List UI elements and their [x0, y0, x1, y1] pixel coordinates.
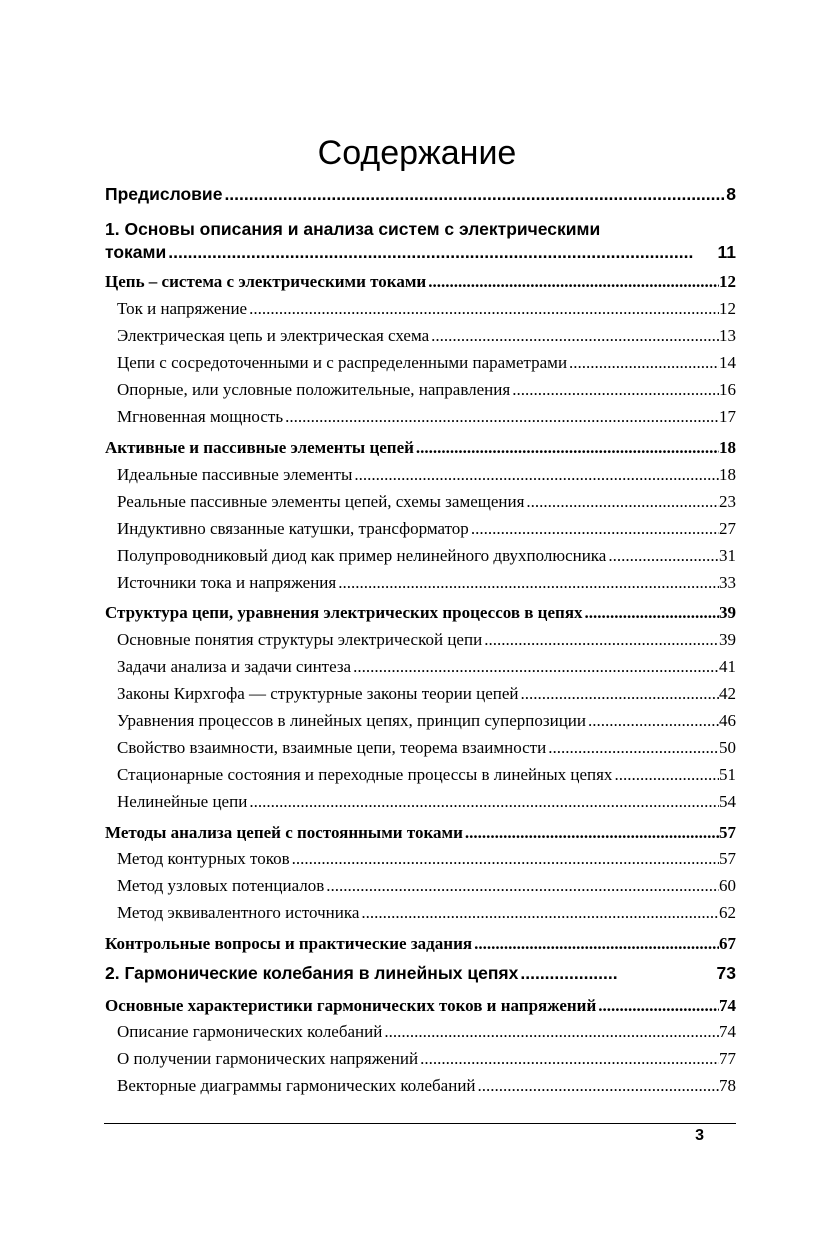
- dot-leader: [290, 849, 719, 869]
- toc-section: [105, 603, 736, 623]
- toc-page-number: 12: [719, 299, 736, 318]
- toc-entry-text: Идеальные пассивные элементы: [117, 465, 353, 484]
- toc-entry-text: Индуктивно связанные катушки, трансформатор: [117, 519, 469, 538]
- toc-page-number: 18: [719, 438, 736, 457]
- toc-page-number: 77: [719, 1049, 736, 1068]
- dot-leader: [336, 573, 719, 593]
- toc-entry-text: Реальные пассивные элементы цепей, схемы замещения: [117, 492, 525, 511]
- dot-leader: [472, 934, 719, 954]
- toc-entry-text: Электрическая цепь и электрическая схема: [117, 326, 430, 345]
- footer-rule: [104, 1123, 736, 1124]
- toc-subsection: [117, 792, 736, 812]
- page-number: 3: [695, 1127, 704, 1144]
- toc-entry-text: Свойство взаимности, взаимные цепи, теорема взаимности: [117, 738, 547, 757]
- toc-subsection: [117, 903, 736, 923]
- dot-leader: [583, 603, 719, 623]
- toc-entry-text: Основные характеристики гармонических токов и напряжений: [105, 996, 597, 1015]
- toc-section: [105, 996, 736, 1016]
- dot-leader: [519, 684, 719, 704]
- toc-entry-text: Ток и напряжение: [117, 299, 248, 318]
- toc-page-number: 54: [719, 792, 736, 811]
- toc-subsection: [117, 1022, 736, 1042]
- dot-leader: [586, 711, 719, 731]
- toc-page-number: 14: [719, 353, 736, 372]
- dot-leader: [247, 792, 719, 812]
- toc-entry-text: 2. Гармонические колебания в линейных цепях: [105, 963, 519, 983]
- toc-page-number: 74: [719, 1022, 736, 1041]
- toc-subsection: [117, 630, 736, 650]
- toc-page-number: 62: [719, 903, 736, 922]
- toc-subsection: [117, 1076, 736, 1096]
- toc-section: [105, 272, 736, 292]
- dot-leader: [247, 299, 719, 319]
- toc-section: [105, 438, 736, 458]
- dot-leader: [166, 242, 693, 263]
- dot-leader: [352, 465, 719, 485]
- dot-leader: [359, 903, 719, 923]
- toc-page-number: 67: [719, 934, 736, 953]
- chapter-1-title-line-1: 1. Основы описания и анализа систем с электрическими: [105, 219, 601, 239]
- toc-entry-text: Метод узловых потенциалов: [117, 876, 325, 895]
- toc-page-number: 13: [719, 326, 736, 345]
- toc-entry-text: Цепь – система с электрическими токами: [105, 272, 427, 291]
- toc-page-number: 41: [719, 657, 736, 676]
- toc-page-number: 31: [719, 546, 736, 565]
- toc-entry-chapter-2: [105, 963, 736, 984]
- toc-entry-text: О получении гармонических напряжений: [117, 1049, 419, 1068]
- toc-entry-text: Полупроводниковый диод как пример нелинейного двухполюсника: [117, 546, 607, 565]
- toc-page-number: 57: [719, 823, 736, 842]
- toc-subsection: [117, 326, 736, 346]
- dot-leader: [222, 184, 726, 205]
- dot-leader: [606, 546, 719, 566]
- dot-leader: [429, 326, 719, 346]
- toc-entry-text: Векторные диаграммы гармонических колебаний: [117, 1076, 476, 1095]
- dot-leader: [351, 657, 719, 677]
- toc-page-number: 42: [719, 684, 736, 703]
- toc-entry-preface: [105, 184, 736, 205]
- dot-leader: [567, 353, 719, 373]
- toc-subsection: [117, 546, 736, 566]
- toc-entry-text: Нелинейные цепи: [117, 792, 248, 811]
- toc-entry-text: Стационарные состояния и переходные процессы в линейных цепях: [117, 765, 613, 784]
- toc-entry-text: Законы Кирхгофа — структурные законы теории цепей: [117, 684, 519, 703]
- toc-entry-chapter-1: [105, 242, 736, 263]
- dot-leader: [426, 272, 719, 292]
- toc-page-number: 73: [716, 963, 736, 983]
- toc-page-number: 27: [719, 519, 736, 538]
- toc-subsection: [117, 380, 736, 400]
- toc-entry-text: токами: [105, 242, 167, 262]
- toc-entry-text: Уравнения процессов в линейных цепях, принцип суперпозиции: [117, 711, 586, 730]
- toc-page-number: 18: [719, 465, 736, 484]
- toc-page-number: 50: [719, 738, 736, 757]
- toc-subsection: [117, 876, 736, 896]
- toc-subsection: [117, 849, 736, 869]
- toc-page-number: 23: [719, 492, 736, 511]
- toc-page-number: 16: [719, 380, 736, 399]
- toc-entry-text: Методы анализа цепей с постоянными токами: [105, 823, 463, 842]
- toc-page-number: 74: [719, 996, 736, 1015]
- toc-entry-text: Структура цепи, уравнения электрических процессов в цепях: [105, 603, 583, 622]
- toc-subsection: [117, 765, 736, 785]
- toc-page-number: 46: [719, 711, 736, 730]
- toc-subsection: [117, 353, 736, 373]
- toc-page-number: 51: [719, 765, 736, 784]
- dot-leader: [596, 996, 719, 1016]
- dot-leader: [476, 1076, 719, 1096]
- toc-entry-text: Цепи с сосредоточенными и с распределенными параметрами: [117, 353, 568, 372]
- dot-leader: [414, 438, 719, 458]
- dot-leader: [518, 963, 618, 984]
- toc-page-number: 60: [719, 876, 736, 895]
- toc-subsection: [117, 657, 736, 677]
- dot-leader: [469, 519, 719, 539]
- toc-entry-text: Предисловие: [105, 184, 223, 204]
- toc-subsection: [117, 684, 736, 704]
- toc-section: [105, 934, 736, 954]
- toc-entry-text: Метод эквивалентного источника: [117, 903, 360, 922]
- toc-section: [105, 823, 736, 843]
- dot-leader: [418, 1049, 719, 1069]
- toc-page-number: 12: [719, 272, 736, 291]
- dot-leader: [612, 765, 719, 785]
- dot-leader: [524, 492, 719, 512]
- toc-subsection: [117, 573, 736, 593]
- toc-page-number: 39: [719, 603, 736, 622]
- toc-page-number: 17: [719, 407, 736, 426]
- toc-entry-text: Задачи анализа и задачи синтеза: [117, 657, 352, 676]
- toc-subsection: [117, 465, 736, 485]
- toc-entry-text: Метод контурных токов: [117, 849, 290, 868]
- toc-subsection: [117, 738, 736, 758]
- dot-leader: [382, 1022, 719, 1042]
- toc-entry-text: Контрольные вопросы и практические задания: [105, 934, 473, 953]
- toc-entry-text: Активные и пассивные элементы цепей: [105, 438, 414, 457]
- toc-page-number: 39: [719, 630, 736, 649]
- toc-subsection: [117, 519, 736, 539]
- toc-page-number: 8: [726, 184, 736, 204]
- toc-subsection: [117, 492, 736, 512]
- toc-entry-text: Опорные, или условные положительные, направления: [117, 380, 511, 399]
- toc-page-number: 11: [717, 242, 736, 262]
- dot-leader: [546, 738, 719, 758]
- dot-leader: [463, 823, 719, 843]
- toc-subsection: [117, 1049, 736, 1069]
- toc-entry-text: Источники тока и напряжения: [117, 573, 337, 592]
- toc-entry-text: Мгновенная мощность: [117, 407, 284, 426]
- toc-subsection: [117, 407, 736, 427]
- page-title: Содержание: [317, 134, 517, 172]
- toc-page-number: 78: [719, 1076, 736, 1095]
- toc-page-number: 57: [719, 849, 736, 868]
- dot-leader: [510, 380, 719, 400]
- toc-entry-text: Описание гармонических колебаний: [117, 1022, 383, 1041]
- toc-page-number: 33: [719, 573, 736, 592]
- toc-subsection: [117, 299, 736, 319]
- dot-leader: [482, 630, 719, 650]
- dot-leader: [283, 407, 719, 427]
- dot-leader: [324, 876, 719, 896]
- toc-entry-text: Основные понятия структуры электрической цепи: [117, 630, 483, 649]
- toc-subsection: [117, 711, 736, 731]
